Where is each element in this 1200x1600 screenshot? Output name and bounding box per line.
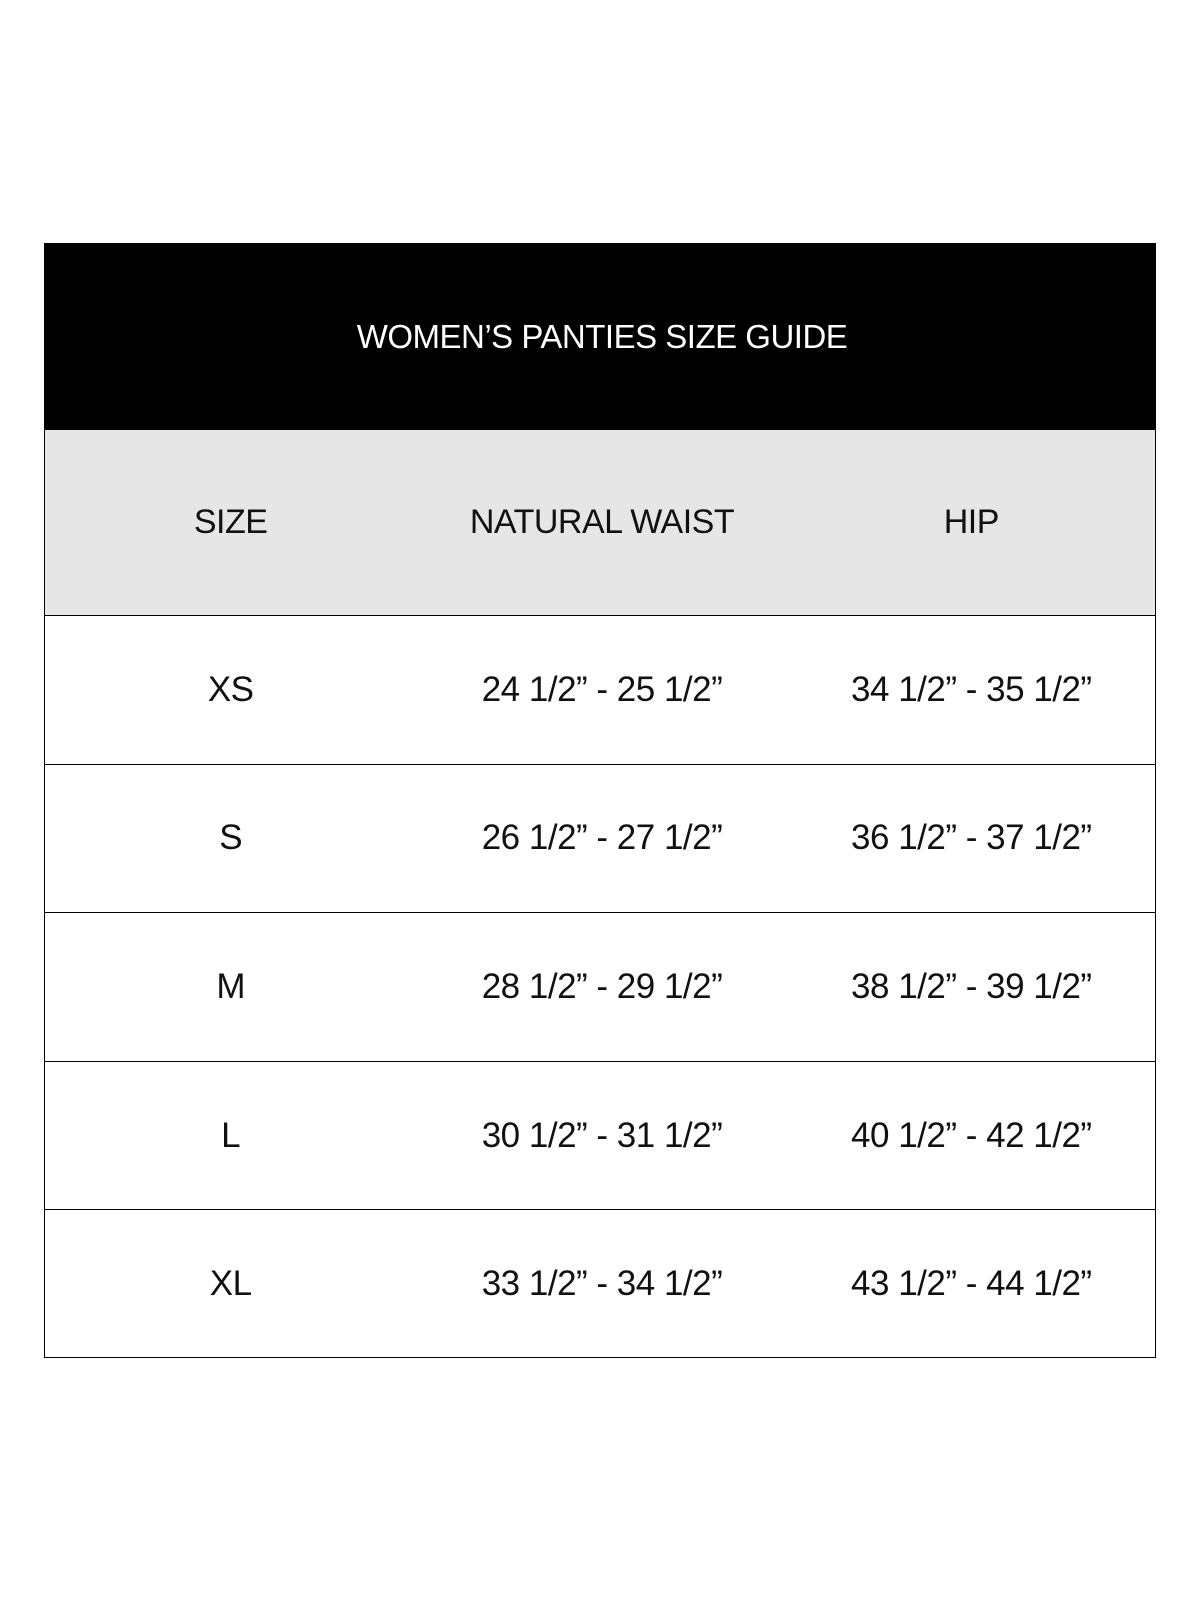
natural-waist-cell: 30 1/2” - 31 1/2” xyxy=(481,1115,723,1155)
column-header-natural-waist: NATURAL WAIST xyxy=(469,503,735,541)
table-row-s xyxy=(45,765,1155,914)
size-cell: S xyxy=(219,818,243,858)
size-cell: L xyxy=(221,1115,241,1155)
table-header-row xyxy=(45,430,1155,616)
size-guide-table xyxy=(44,243,1156,1358)
table-row-l xyxy=(45,1062,1155,1211)
natural-waist-cell: 26 1/2” - 27 1/2” xyxy=(481,818,723,858)
column-header-hip: HIP xyxy=(943,503,999,541)
table-row-xs xyxy=(45,616,1155,765)
title-bar xyxy=(45,244,1155,430)
hip-cell: 40 1/2” - 42 1/2” xyxy=(851,1115,1092,1155)
size-cell: M xyxy=(216,966,245,1006)
hip-cell: 38 1/2” - 39 1/2” xyxy=(851,966,1092,1006)
column-header-size: SIZE xyxy=(193,503,268,541)
page-title: WOMEN’S PANTIES SIZE GUIDE xyxy=(356,318,848,355)
natural-waist-cell: 28 1/2” - 29 1/2” xyxy=(481,966,723,1006)
natural-waist-cell: 24 1/2” - 25 1/2” xyxy=(481,669,723,709)
hip-cell: 34 1/2” - 35 1/2” xyxy=(851,669,1092,709)
hip-cell: 36 1/2” - 37 1/2” xyxy=(851,818,1092,858)
hip-cell: 43 1/2” - 44 1/2” xyxy=(851,1263,1092,1303)
natural-waist-cell: 33 1/2” - 34 1/2” xyxy=(481,1263,723,1303)
table-row-xl xyxy=(45,1210,1155,1357)
table-row-m xyxy=(45,913,1155,1062)
size-cell: XL xyxy=(209,1263,252,1303)
size-cell: XS xyxy=(207,669,254,709)
